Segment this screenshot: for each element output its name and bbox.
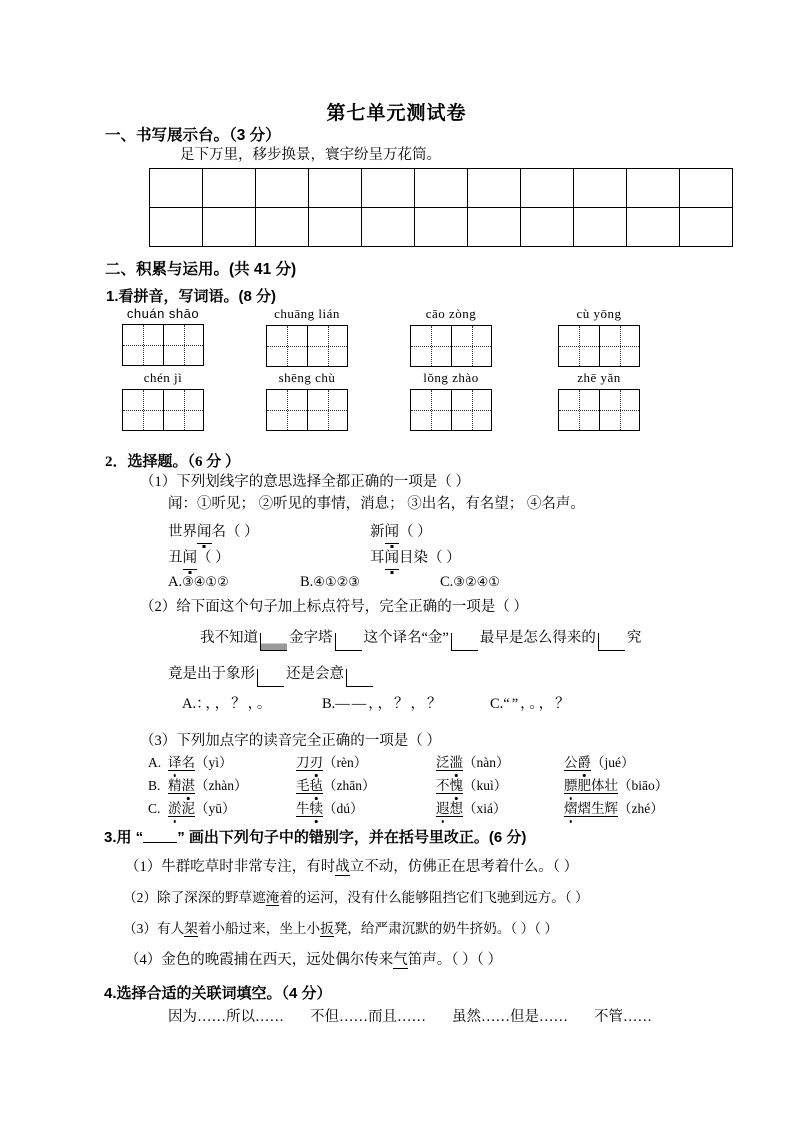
q22-option-c-text: “”，。，？ [503,696,572,712]
item-2-marked-char: 闻 [385,522,400,544]
pronunciation-pinyin: （biāo） [618,778,669,793]
question-2-3-stem: （3）下列加点字的读音完全正确的一项是（ ） [140,733,441,749]
pronunciation-option-label: B. [148,778,161,793]
pinyin-text: zhē yǎn [577,370,621,385]
pronunciation-word-char: 刃 [310,753,324,773]
character-box-cell[interactable] [599,390,639,430]
q3-s4-pre: 金色的晚霞捕在西天，远处偶尔传来 [161,952,394,968]
question-2-1-stem: （1）下列划线字的意思选择全都正确的一项是（ ） [140,474,470,490]
pronunciation-word [564,778,618,794]
q3-s3-pre: 有人 [156,921,185,936]
q3-s3-mid: 着小船过来，坐上小 [197,921,321,936]
q3-s1-no: （1） [125,859,162,875]
pronunciation-word-char: 公 [564,755,578,770]
pronunciation-word-char: 生 [591,801,605,816]
pronunciation-word-char: 滥 [450,753,464,773]
section-2-heading: 二、积累与运用。(共 41 分) [105,261,297,278]
question-3-sentence-1 [125,857,578,878]
pinyin-text: chuāng lián [274,306,340,321]
q22-option-a-text: ：，，？，。 [196,696,274,712]
pronunciation-word-char: 淤 [168,799,182,819]
pronunciation-item [168,753,233,773]
handwriting-grid-cell[interactable] [680,208,733,247]
pronunciation-word [436,755,463,771]
handwriting-grid-cell[interactable] [256,169,309,208]
pronunciation-item [564,776,668,796]
question-2-1-option-c[interactable] [440,572,500,593]
question-2-3-option-rows[interactable] [148,753,748,822]
pronunciation-word [436,801,463,817]
pronunciation-word-char: 译 [168,753,182,773]
item-1-before: 世界 [168,524,197,540]
pronunciation-item [296,776,375,796]
question-3-sentence-2 [123,888,589,908]
connective-option[interactable]: 因为……所以…… [168,1009,284,1025]
handwriting-grid-cell[interactable] [680,169,733,208]
q22-part-5: 究 [626,630,642,646]
q22-option-a-label: A. [182,696,197,712]
pronunciation-option-row[interactable] [148,753,748,776]
section-1-sentence: 足下万里，移步换景，寰宇纷呈万花筒。 [180,147,441,163]
handwriting-grid-cell[interactable] [309,208,362,247]
q3-s3-no: （3） [123,921,157,936]
character-box[interactable] [558,389,640,431]
question-2-2-option-a[interactable] [182,694,273,715]
character-box[interactable] [558,325,640,367]
handwriting-grid-cell[interactable] [203,208,256,247]
option-b-text: ④①②③ [313,574,360,589]
pronunciation-word-char: 熠 [577,801,591,816]
pinyin-word-row-1[interactable] [122,306,742,367]
pronunciation-word-char: 名 [181,755,195,770]
pronunciation-item [168,776,247,796]
pronunciation-item [564,799,664,819]
question-2-heading: 2．选择题。（6 分 ） [105,454,241,470]
character-box[interactable] [122,324,204,366]
q22-part-1: 我不知道 [200,630,258,646]
question-3-heading [104,826,526,847]
pronunciation-word [564,755,591,771]
pronunciation-pinyin: （zhān） [323,778,376,793]
pronunciation-item [436,799,507,819]
character-box-cell[interactable] [267,390,307,430]
pronunciation-word-char: 肥 [577,778,591,793]
character-box-cell[interactable] [451,326,491,366]
q3-s1-pre: 牛群吃草时非常专注，有时 [161,859,336,875]
q22-part-7: 还是会意 [286,666,344,682]
pronunciation-word-char: 不 [436,778,450,793]
item-4-before: 耳 [370,550,385,566]
pinyin-text: cù yōng [576,306,622,321]
q3-s2-post[interactable]: 着的运河，没有什么能够阻挡它们飞驰到远方。（ ） [279,890,589,905]
pinyin-word-group[interactable] [122,306,204,366]
pinyin-text: lǒng zhào [423,370,479,385]
item-4-after[interactable]: 目染（ ） [399,550,461,566]
handwriting-grid-cell[interactable] [150,208,203,247]
pronunciation-word-char: 湛 [182,776,196,796]
pronunciation-word [296,801,323,817]
character-box-cell[interactable] [307,390,347,430]
question-2-1-definitions: 闻：①听见； ②听见的事情，消息； ③出名，有名望； ④名声。 [168,496,585,512]
pronunciation-word-char: 精 [168,778,182,793]
pronunciation-word-char: 毛 [296,778,310,793]
handwriting-grid-cell[interactable] [468,169,521,208]
q3-heading-blank [143,830,177,843]
q3-s2-pre: 除了深深的野草遮 [156,890,266,905]
pronunciation-word-char: 刀 [296,755,310,770]
q3-s4-no: （4） [125,952,162,968]
question-2-2-option-b[interactable] [322,694,444,715]
pronunciation-pinyin: （jué） [591,755,635,770]
pinyin-word-group[interactable] [558,370,640,431]
pronunciation-word [168,755,195,771]
pronunciation-word-char: 体 [591,778,605,793]
pronunciation-word [564,801,618,817]
handwriting-grid-table[interactable] [149,168,733,247]
q3-s4-post[interactable]: 笛声。（ ）（ ） [407,952,502,968]
character-box[interactable] [266,325,348,367]
pronunciation-word-char: 想 [449,801,463,816]
pronunciation-word [168,778,195,794]
pronunciation-word-char: 辉 [604,801,618,816]
item-3-before: 丑 [168,550,183,566]
q3-s4-marked-char: 气 [393,952,408,968]
character-box[interactable] [410,389,492,431]
handwriting-grid-cell[interactable] [468,208,521,247]
item-4-marked-char: 闻 [385,548,400,570]
pronunciation-word-char: 爵 [578,753,592,773]
character-box[interactable] [410,325,492,367]
q22-part-6: 竟是出于象形 [168,666,255,682]
character-box-cell[interactable] [267,326,307,366]
handwriting-grid-cell[interactable] [627,169,680,208]
character-box-cell[interactable] [599,326,639,366]
pinyin-text: chén jì [143,370,183,385]
question-2-2-sentence-line-1 [200,628,641,649]
question-2-2-stem: （2）给下面这个句子加上标点符号，完全正确的一项是（ ） [140,599,528,615]
pronunciation-word [296,778,323,794]
pinyin-word-group[interactable] [266,370,348,431]
handwriting-grid-cell[interactable] [256,208,309,247]
pronunciation-word-char: 壮 [604,778,618,793]
pronunciation-item [296,799,364,819]
q3-s2-marked-char: 淹 [265,890,280,905]
question-3-sentence-3 [123,919,558,939]
punctuation-blank-3[interactable] [451,633,478,651]
punctuation-blank-5[interactable] [257,669,284,687]
pronunciation-option-label: A. [148,755,162,770]
handwriting-grid-cell[interactable] [521,208,574,247]
item-2-after[interactable]: （ ） [399,524,432,540]
pronunciation-item [436,776,507,796]
option-b-label: B. [300,574,314,590]
q3-s3-post[interactable]: 凳，给严肃沉默的奶牛挤奶。（ ）（ ） [333,921,558,936]
character-box-cell[interactable] [163,390,203,430]
q3-s2-no: （2） [123,890,157,905]
handwriting-grid-cell[interactable] [627,208,680,247]
question-3-sentence-4 [125,950,502,971]
pronunciation-pinyin: （xiá） [463,801,507,816]
character-box-cell[interactable] [451,390,491,430]
q3-s3-marked-char-1: 架 [184,921,198,936]
pronunciation-pinyin: （zhé） [618,801,664,816]
q3-s1-marked-char: 战 [335,859,350,875]
pronunciation-option-row[interactable] [148,799,748,822]
handwriting-grid-row[interactable] [150,169,733,208]
pronunciation-word-char: 犊 [310,799,324,819]
pronunciation-pinyin: （dú） [323,801,364,816]
option-a-text: ③④①② [182,574,229,589]
pronunciation-item [564,753,635,773]
question-2-1-item-2 [370,522,432,544]
pronunciation-word-char: 泥 [181,801,195,816]
handwriting-grid-cell[interactable] [309,169,362,208]
character-box-cell[interactable] [123,390,163,430]
punctuation-blank-4[interactable] [598,633,625,651]
pronunciation-pinyin: （rèn） [323,755,368,770]
pronunciation-word-char: 毡 [310,776,324,796]
handwriting-grid-cell[interactable] [574,208,627,247]
character-box[interactable] [122,389,204,431]
character-box-cell[interactable] [123,325,163,365]
q3-heading-pre: 3.用 “ [104,829,144,846]
handwriting-grid-cell[interactable] [521,169,574,208]
connective-option[interactable]: 不管…… [594,1009,652,1025]
character-box-cell[interactable] [307,326,347,366]
question-2-1-item-4 [370,548,461,570]
q3-heading-post: ” 画出下列句子中的错别字，并在括号里改正。(6 分) [177,829,527,846]
handwriting-grid-cell[interactable] [150,169,203,208]
pronunciation-pinyin: （zhàn） [195,778,248,793]
handwriting-grid[interactable] [149,168,733,247]
character-box-cell[interactable] [559,390,599,430]
q22-option-c-label: C. [490,696,504,712]
pinyin-word-group[interactable] [410,370,492,431]
pinyin-word-group[interactable] [122,370,204,431]
item-3-marked-char: 闻 [183,548,198,570]
character-box[interactable] [266,389,348,431]
pinyin-word-group[interactable] [558,306,640,367]
question-1-heading: 1.看拼音，写词语。(8 分) [106,288,277,305]
pinyin-text: shēng chù [278,370,336,385]
item-1-after[interactable]: 名（ ） [211,524,259,540]
pinyin-word-group[interactable] [266,306,348,367]
connective-options-row[interactable] [168,1007,678,1028]
character-box-cell[interactable] [163,325,203,365]
pronunciation-word-char: 熠 [564,799,578,819]
pinyin-word-group[interactable] [410,306,492,367]
question-2-1-option-a[interactable] [168,572,229,593]
item-2-before: 新 [370,524,385,540]
character-box-cell[interactable] [411,326,451,366]
pronunciation-item [168,799,236,819]
pronunciation-word-char: 遐 [436,799,450,819]
pronunciation-word [168,801,195,817]
handwriting-grid-cell[interactable] [574,169,627,208]
handwriting-grid-cell[interactable] [362,169,415,208]
connective-option[interactable]: 虽然……但是…… [452,1009,568,1025]
pronunciation-item [296,753,367,773]
pronunciation-pinyin: （kuì） [463,778,508,793]
q22-part-4: 最早是怎么得来的 [479,630,596,646]
pronunciation-word-char: 愧 [450,776,464,796]
pronunciation-word-char: 膘 [564,776,578,796]
connective-option[interactable]: 不但……而且…… [310,1009,426,1025]
character-box-cell[interactable] [559,326,599,366]
pinyin-text: cāo zòng [425,306,477,321]
section-1-heading: 一、书写展示台。（3 分） [105,127,281,144]
q22-option-b-label: B. [322,696,336,712]
q22-part-3: 这个译名“金” [363,630,449,646]
pronunciation-pinyin: （yì） [195,755,233,770]
question-2-1-option-b[interactable] [300,572,360,593]
pronunciation-word [436,778,463,794]
q22-option-b-text: ——，，？，？ [335,696,444,712]
question-2-2-sentence-line-2 [168,664,375,685]
pinyin-text: chuán shāo [126,306,200,321]
q3-s1-post[interactable]: 立不动，仿佛正在思考着什么。（ ） [349,859,579,875]
item-3-after[interactable]: （ ） [197,550,230,566]
item-1-marked-char: 闻 [197,522,212,544]
pronunciation-pinyin: （nàn） [463,755,510,770]
punctuation-blank-6[interactable] [346,669,373,687]
q22-part-2: 金字塔 [289,630,333,646]
handwriting-grid-cell[interactable] [415,208,468,247]
question-2-1-item-3 [168,548,230,570]
pronunciation-item [436,753,510,773]
option-a-label: A. [168,574,183,590]
pronunciation-option-row[interactable] [148,776,748,799]
pronunciation-word [296,755,323,771]
pronunciation-word-char: 牛 [296,801,310,816]
handwriting-grid-cell[interactable] [362,208,415,247]
pinyin-word-row-2[interactable] [122,370,742,431]
question-4-heading: 4.选择合适的关联词填空。（4 分） [104,985,332,1002]
handwriting-grid-row[interactable] [150,208,733,247]
character-box-cell[interactable] [411,390,451,430]
handwriting-grid-cell[interactable] [415,169,468,208]
handwriting-grid-cell[interactable] [203,169,256,208]
question-2-2-option-c[interactable] [490,694,572,715]
pronunciation-pinyin: （yū） [195,801,236,816]
punctuation-blank-2[interactable] [335,633,362,651]
q3-s3-marked-char-2: 扳 [320,921,334,936]
page-title: 第七单元测试卷 [326,103,467,124]
question-2-1-item-1 [168,522,259,544]
pronunciation-option-label: C. [148,801,161,816]
punctuation-blank-1[interactable] [260,633,287,651]
option-c-label: C. [440,574,454,590]
pronunciation-word-char: 泛 [436,755,450,770]
option-c-text: ③②④① [453,574,500,589]
